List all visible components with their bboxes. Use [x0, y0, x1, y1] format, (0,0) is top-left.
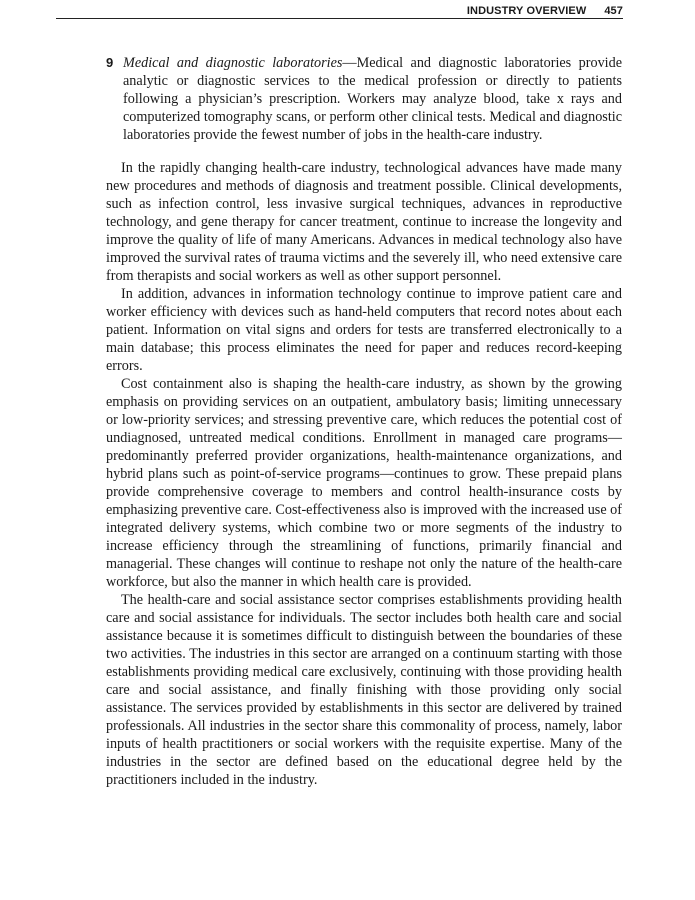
running-head [56, 2, 623, 19]
body-paragraph: The health-care and social assistance sector comprises establishments providing health care and social assistance for individuals. The sector includes both health care and social assistance because it is sometimes difficult to distinguish between the boundaries of these two activities. The industries in this sector are arranged on a continuum starting with those establishments providing medical care exclusively, continuing with those providing health care and social assistance, and finally finishing with those providing only social assistance. The services provided by establishments in this sector are delivered by trained professionals. All industries in the sector share this commonality of process, namely, labor inputs of health practitioners or social workers with the requisite expertise. Many of the industries in the sector are defined based on the educational degree held by the practitioners included in the industry. [106, 592, 622, 788]
body-paragraph: Cost containment also is shaping the health-care industry, as shown by the growing emphasis on providing services on an outpatient, ambulatory basis; limiting unnecessary or low-priority services; and stressing preventive care, which reduces the potential cost of undiagnosed, untreated medical conditions. Enrollment in managed care programs—predominantly preferred provider organizations, health-maintenance organizations, and hybrid plans such as point-of-service programs—continues to grow. These prepaid plans provide comprehensive coverage to members and control health-insurance costs by emphasizing preventive care. Cost-effectiveness also is improved with the increased use of integrated delivery systems, which combine two or more segments of the industry to increase efficiency through the streamlining of functions, primarily financial and managerial. These changes will continue to reshape not only the nature of the health-care workforce, but also the manner in which health care is provided. [106, 376, 622, 590]
list-item-number: 9 [106, 55, 114, 70]
body-paragraph: In the rapidly changing health-care industry, technological advances have made many new procedures and methods of diagnosis and treatment possible. Clinical developments, such as infection control, less invasive surgical techniques, advances in reproductive technology, and gene therapy for cancer treatment, continue to increase the longevity and improve the quality of life of many Americans. Advances in medical technology also have improved the survival rates of trauma victims and the severely ill, who need extensive care from therapists and social workers as well as other support personnel. [106, 160, 622, 284]
section-title: INDUSTRY OVERVIEW [466, 5, 587, 17]
list-item-title: Medical and diagnostic laboratories [123, 55, 343, 71]
list-item [106, 54, 622, 144]
page-number: 457 [604, 5, 623, 17]
list-item-text: —Medical and diagnostic laboratories provide analytic or diagnostic services to the medical profession or directly to patients following a physician’s prescription. Workers may analyze blood, take x rays and computerized tomography scans, or perform other clinical tests. Medical and diagnostic laboratories provide the fewest number of jobs in the health-care industry. [123, 55, 622, 143]
body-paragraph: In addition, advances in information technology continue to improve patient care and worker efficiency with devices such as hand-held computers that record notes about each patient. Information on vital signs and orders for tests are transferred electronically to a main database; this process eliminates the need for paper and reduces record-keeping errors. [106, 286, 622, 374]
page-body [106, 54, 622, 789]
